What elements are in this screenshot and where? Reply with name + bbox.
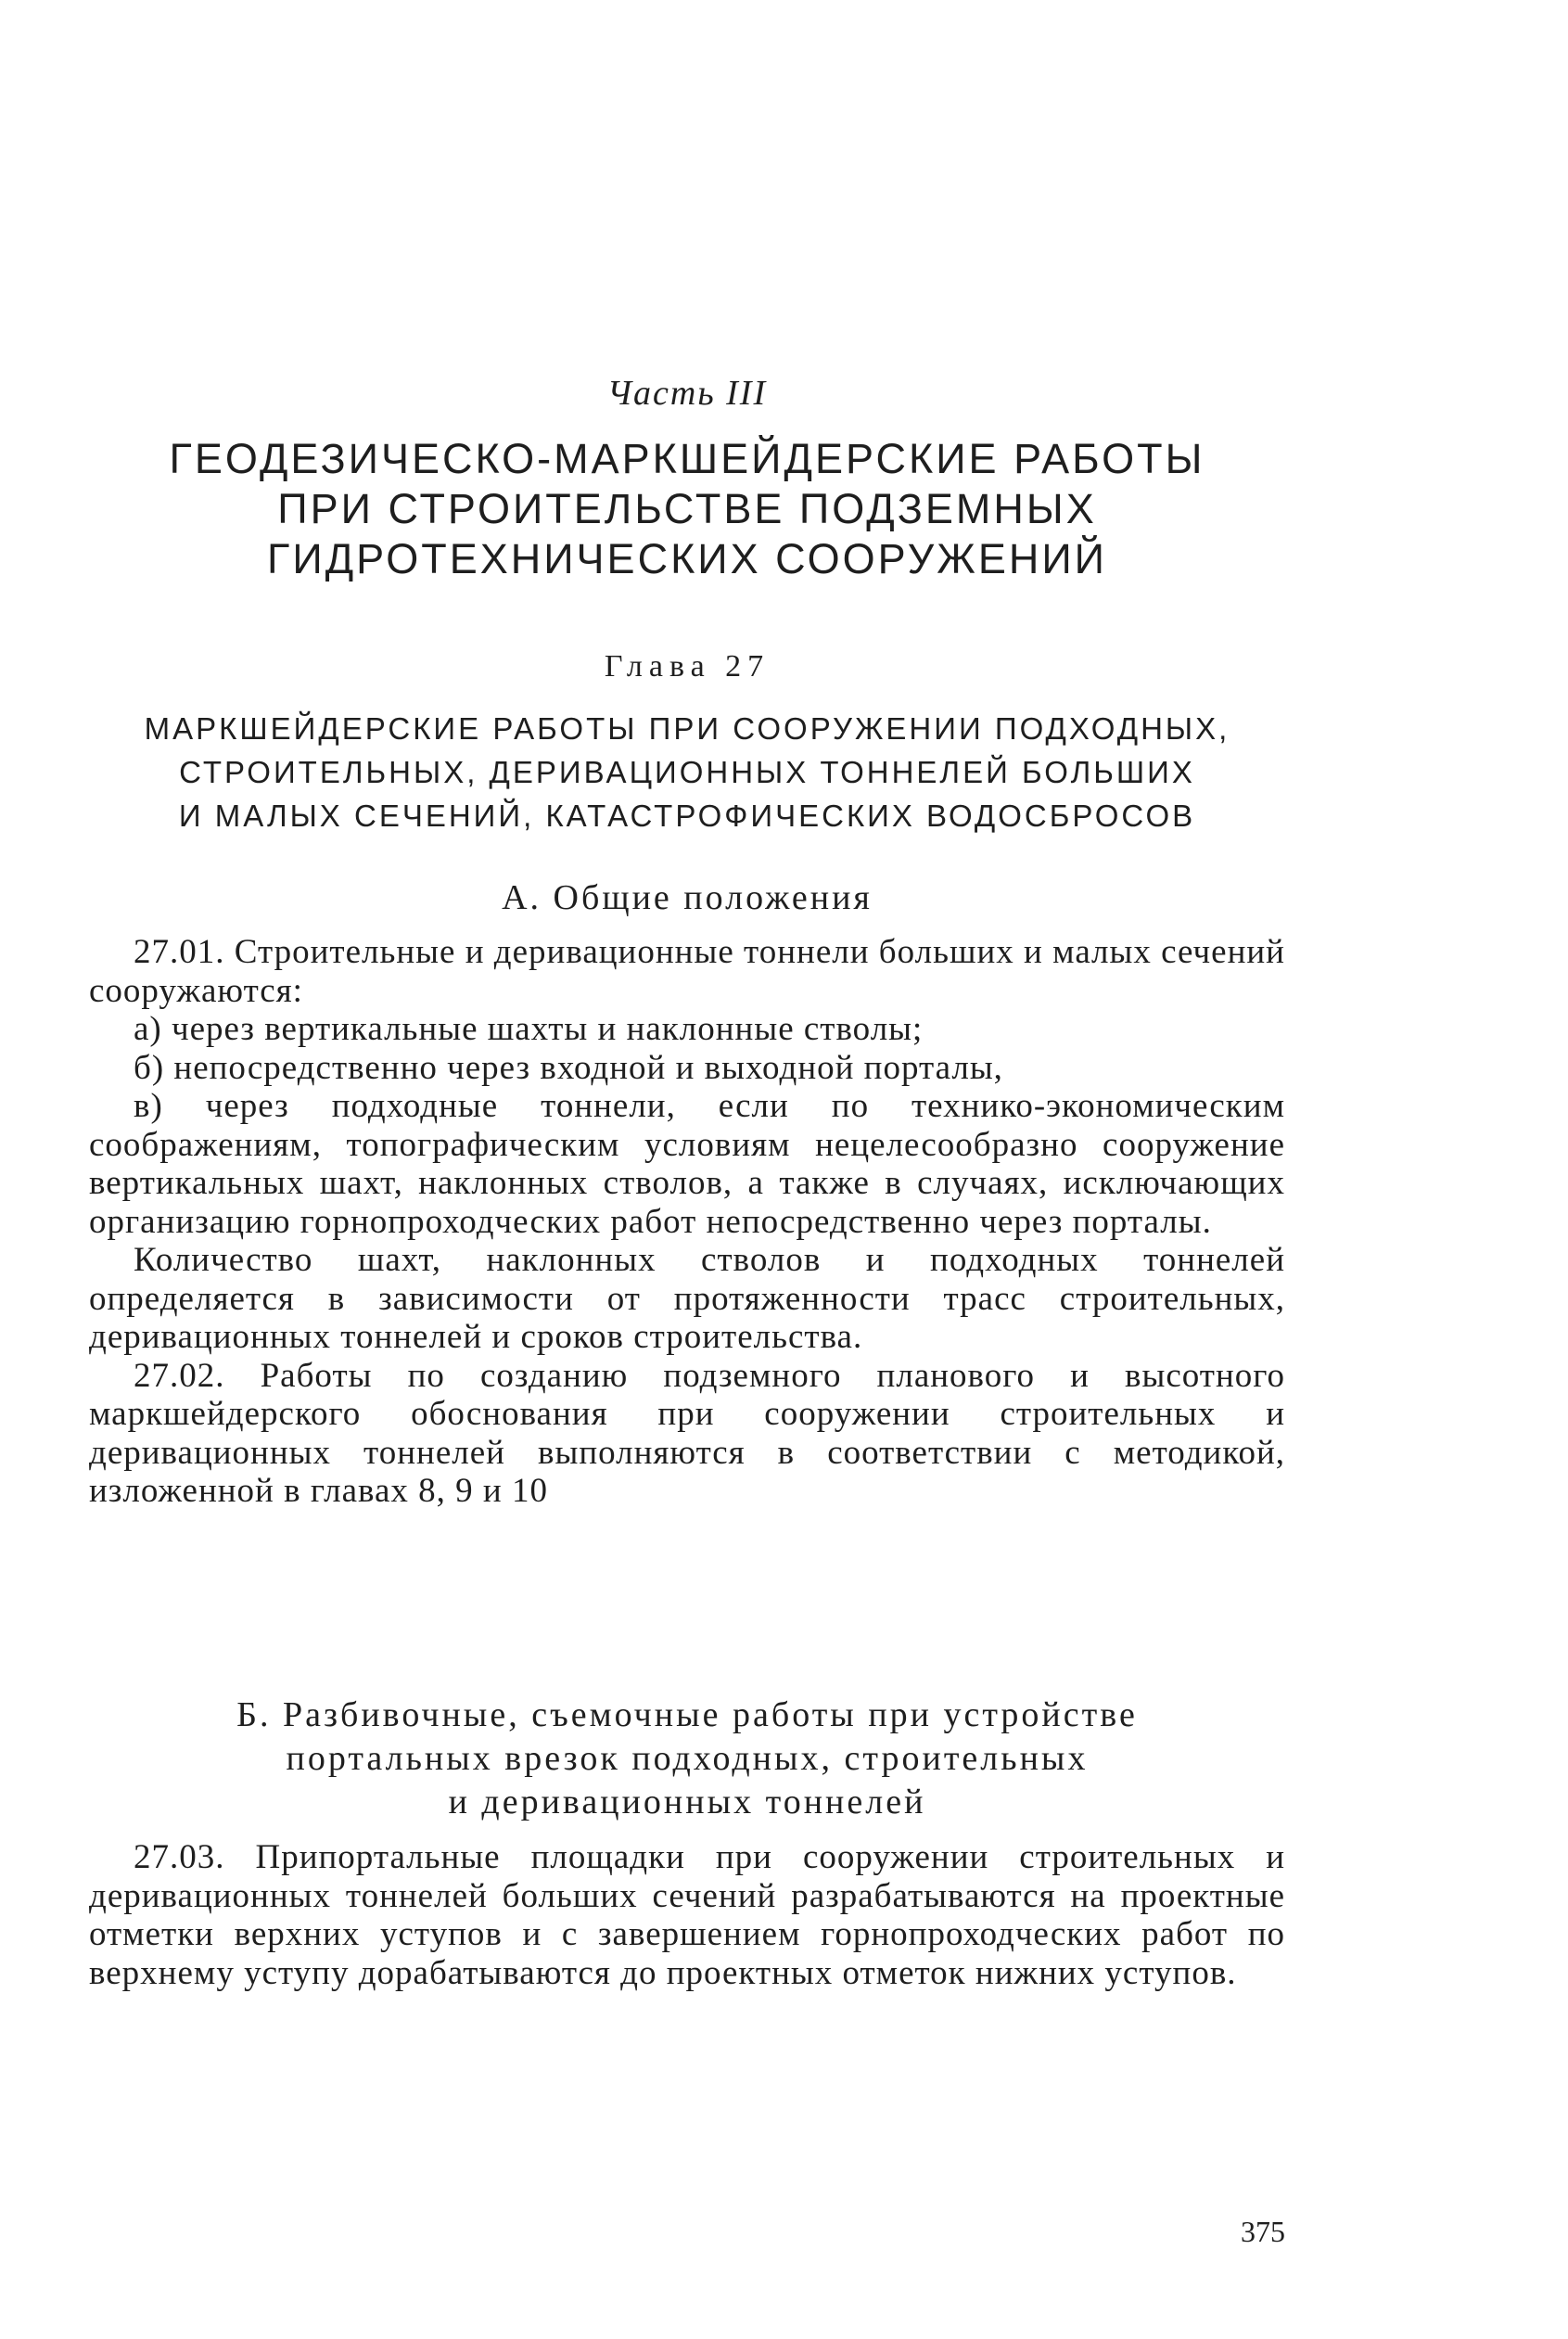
chapter-title-line: МАРКШЕЙДЕРСКИЕ РАБОТЫ ПРИ СООРУЖЕНИИ ПОДХОДНЫХ,: [144, 711, 1230, 746]
chapter-title: [89, 707, 1285, 837]
part-title-line: ГИДРОТЕХНИЧЕСКИХ СООРУЖЕНИЙ: [266, 535, 1108, 582]
page-number: 375: [1241, 2215, 1285, 2248]
part-label: Часть III: [606, 374, 768, 413]
section-b-title: [89, 1694, 1285, 1824]
section-b-title-line: портальных врезок подходных, строительных: [286, 1739, 1089, 1778]
chapter-label: Глава 27: [604, 649, 771, 684]
section-a-body: [89, 933, 1285, 1511]
paragraph-27-03: 27.03. Припортальные площадки при сооружении строительных и деривационных тоннелей больших сечений разрабатываются на проектные отметки верхних уступов и с завершением горнопроходческих работ по верхнему уступу дорабатываются до проектных отметок нижних уступов.: [89, 1838, 1285, 1992]
part-title-line: ПРИ СТРОИТЕЛЬСТВЕ ПОДЗЕМНЫХ: [277, 485, 1097, 532]
section-a-title: А. Общие положения: [502, 878, 873, 917]
part-title: [89, 434, 1285, 584]
chapter-title-line: СТРОИТЕЛЬНЫХ, ДЕРИВАЦИОННЫХ ТОННЕЛЕЙ БОЛЬШИХ: [179, 755, 1195, 789]
part-title-line: ГЕОДЕЗИЧЕСКО-МАРКШЕЙДЕРСКИЕ РАБОТЫ: [169, 435, 1205, 482]
list-item-a: а) через вертикальные шахты и наклонные стволы;: [134, 1010, 924, 1048]
paragraph-27-02: 27.02. Работы по созданию подземного планового и высотного маркшейдерского обоснования при сооружении строительных и деривационных тоннелей выполняются в соответствии с методикой, изложенной в главах 8, 9 и 10: [89, 1356, 1285, 1510]
list-item-b: б) непосредственно через входной и выходной порталы,: [134, 1048, 1003, 1087]
paragraph-27-01: 27.01. Строительные и деривационные тоннели больших и малых сечений сооружаются:: [89, 933, 1285, 1010]
list-item-c: в) через подходные тоннели, если по технико-экономическим соображениям, топографическим условиям нецелесообразно сооружение вертикальных шахт, наклонных стволов, а также в случаях, исключающих организацию горнопроходческих работ непосредственно через порталы.: [89, 1087, 1285, 1241]
section-b-title-line: и деривационных тоннелей: [448, 1783, 926, 1821]
section-b-title-line: Б. Разбивочные, съемочные работы при устройстве: [236, 1695, 1138, 1734]
section-b-body: [89, 1838, 1285, 1992]
paragraph-quantity: Количество шахт, наклонных стволов и подходных тоннелей определяется в зависимости от протяженности трасс строительных, деривационных тоннелей и сроков строительства.: [89, 1241, 1285, 1356]
book-page: [89, 0, 1285, 2339]
chapter-title-line: И МАЛЫХ СЕЧЕНИЙ, КАТАСТРОФИЧЕСКИХ ВОДОСБРОСОВ: [178, 799, 1196, 833]
